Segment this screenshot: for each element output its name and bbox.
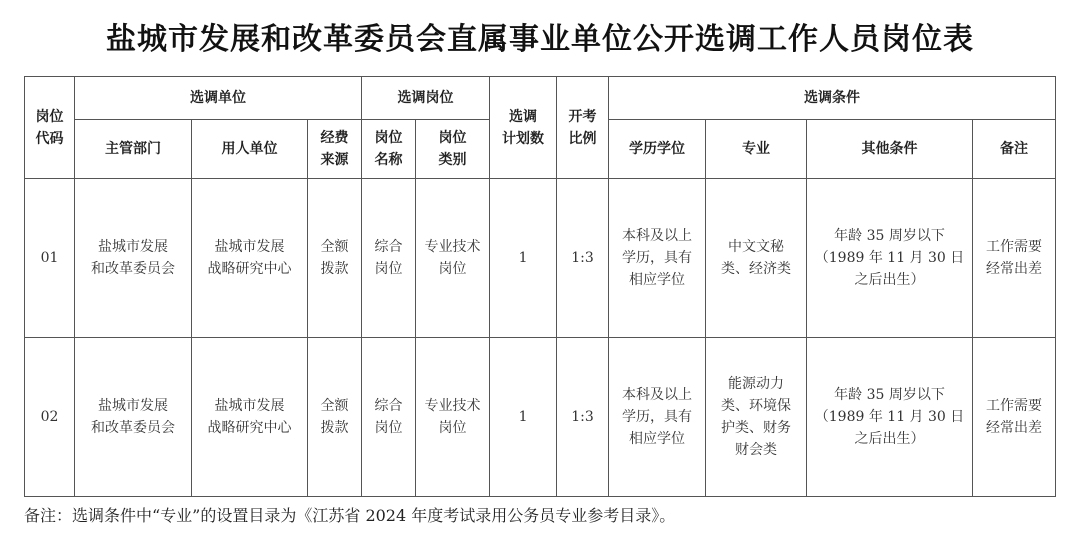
cell-edu: 本科及以上 学历，具有 相应学位 — [609, 179, 706, 338]
position-table — [24, 76, 1056, 497]
cell-plan: 1 — [490, 179, 557, 338]
header-unit-group: 选调单位 — [75, 77, 362, 120]
cell-other: 年龄 35 周岁以下 （1989 年 11 月 30 日 之后出生） — [807, 338, 973, 497]
page-title: 盐城市发展和改革委员会直属事业单位公开选调工作人员岗位表 — [106, 22, 974, 57]
header-funding: 经费 来源 — [308, 120, 362, 179]
cell-ratio: 1:3 — [557, 338, 609, 497]
header-employer: 用人单位 — [192, 120, 308, 179]
header-cond-group: 选调条件 — [609, 77, 1056, 120]
header-post-group: 选调岗位 — [362, 77, 490, 120]
header-dept: 主管部门 — [75, 120, 192, 179]
cell-remark: 工作需要 经常出差 — [973, 338, 1056, 497]
cell-code: 01 — [25, 179, 75, 338]
cell-code: 02 — [25, 338, 75, 497]
header-remark: 备注 — [973, 120, 1056, 179]
cell-major: 能源动力 类、环境保 护类、财务 财会类 — [706, 338, 807, 497]
header-post-type: 岗位 类别 — [416, 120, 490, 179]
cell-post-name: 综合 岗位 — [362, 338, 416, 497]
cell-dept: 盐城市发展 和改革委员会 — [75, 179, 192, 338]
cell-ratio: 1:3 — [557, 179, 609, 338]
cell-plan: 1 — [490, 338, 557, 497]
header-other: 其他条件 — [807, 120, 973, 179]
cell-edu: 本科及以上 学历，具有 相应学位 — [609, 338, 706, 497]
header-code: 岗位 代码 — [25, 77, 75, 179]
cell-remark: 工作需要 经常出差 — [973, 179, 1056, 338]
header-post-name: 岗位 名称 — [362, 120, 416, 179]
cell-funding: 全额 拨款 — [308, 338, 362, 497]
cell-major: 中文文秘 类、经济类 — [706, 179, 807, 338]
header-ratio: 开考 比例 — [557, 77, 609, 179]
header-edu: 学历学位 — [609, 120, 706, 179]
cell-post-name: 综合 岗位 — [362, 179, 416, 338]
cell-dept: 盐城市发展 和改革委员会 — [75, 338, 192, 497]
footnote: 备注：选调条件中“专业”的设置目录为《江苏省 2024 年度考试录用公务员专业参考目录》。 — [24, 506, 676, 525]
cell-employer: 盐城市发展 战略研究中心 — [192, 338, 308, 497]
cell-post-type: 专业技术 岗位 — [416, 179, 490, 338]
cell-post-type: 专业技术 岗位 — [416, 338, 490, 497]
header-plan: 选调 计划数 — [490, 77, 557, 179]
table-row — [25, 338, 1056, 497]
cell-funding: 全额 拨款 — [308, 179, 362, 338]
table-row — [25, 179, 1056, 338]
header-major: 专业 — [706, 120, 807, 179]
cell-other: 年龄 35 周岁以下 （1989 年 11 月 30 日 之后出生） — [807, 179, 973, 338]
cell-employer: 盐城市发展 战略研究中心 — [192, 179, 308, 338]
